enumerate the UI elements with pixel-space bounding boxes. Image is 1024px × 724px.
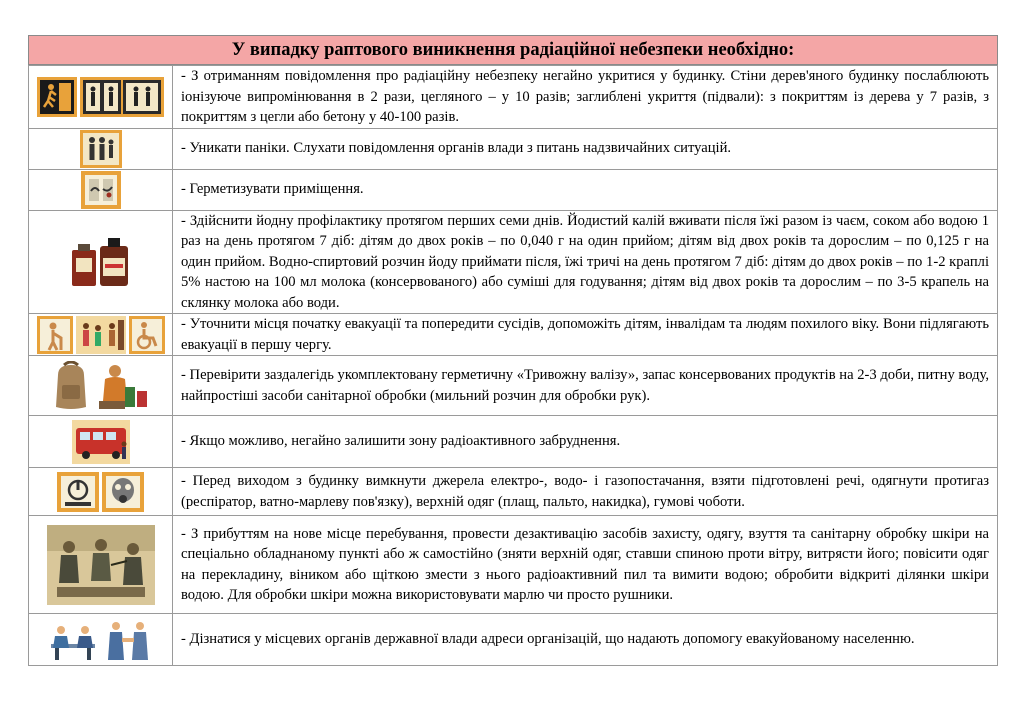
row-text: - Здійснити йодну профілактику протягом перших семи днів. Йодистий калій вживати після їжі разом із чаєм, соком або водою 1 раз на день протягом 7 діб: дітям до двох років – по 0,040 г на один прийом; дітям від двох років та дорослим – по 0,125 г на один прийом. Водно-спиртовий розчин йоду приймати після, їжі тричі на день протягом 7 діб: дітям до двох років – по 1-2 краплі 5% настою на 100 мл молока (консервованого) або суміші для годування; дітям від двох років та дорослим – по 3-5 крапель на склянку молока або води.	[173, 210, 998, 314]
shelter-run-icon	[37, 77, 77, 117]
row-icon-cell	[29, 314, 173, 356]
row-icon-cell	[29, 614, 173, 666]
gas-mask-icon	[102, 472, 144, 512]
row-text: - Перед виходом з будинку вимкнути джерела електро-, водо- і газопостачання, взяти підготовлені речі, одягнути протигаз (респіратор, ватно-марлеву пов'язку), верхній одяг (плащ, пальто, накидка), гумові чоботи.	[173, 468, 998, 516]
row-text: - Уточнити місця початку евакуації та попередити сусідів, допоможіть дітям, інвалідам та людям похилого віку. Вони підлягають евакуації в першу чергу.	[173, 314, 998, 356]
iodine-bottles-icon	[70, 236, 132, 288]
row-icon-cell	[29, 169, 173, 210]
table-row	[29, 128, 998, 169]
table-row	[29, 416, 998, 468]
row-icon-cell	[29, 468, 173, 516]
table-row	[29, 516, 998, 614]
table-row	[29, 314, 998, 356]
table-row	[29, 468, 998, 516]
row-text: - З прибуттям на нове місце перебування, провести дезактивацію засобів захисту, одягу, взуття та санітарну обробку шкіри на спеціально обладнаному пункті або ж самостійно (зняти верхній одяг, ставши спиною проти вітру, витрясти його; повісити одяг на перекладину, віником або щіткою змести з нього радіоактивний пил та вимити водою; обробити відкриті ділянки шкіри водою. Для обробки шкіри можна використовувати марлю чи просто рушники.	[173, 516, 998, 614]
row-icon-cell	[29, 66, 173, 129]
row-text: - Дізнатися у місцевих органів державної влади адреси організацій, що надають допомогу евакуйованому населенню.	[173, 614, 998, 666]
wheelchair-icon	[129, 316, 165, 354]
table-row	[29, 66, 998, 129]
row-icon-cell	[29, 416, 173, 468]
people-listening-icon	[80, 130, 122, 168]
row-text: - З отриманням повідомлення про радіаційну небезпеку негайно укритися у будинку. Стіни дерев'яного будинку послаблюють іонізуюче випромінювання в 2 рази, цегляного – у 10 разів; заглиблені укриття (підвали): з покриттям із дерева у 7 разів, з покриттям з цегли або бетону у 40-100 разів.	[173, 66, 998, 129]
decontamination-scene-icon	[47, 525, 155, 605]
row-text: - Герметизувати приміщення.	[173, 169, 998, 210]
office-meeting-icon	[47, 618, 99, 662]
page-title: У випадку раптового виникнення радіаційної небезпеки необхідно:	[28, 35, 998, 65]
evacuation-bus-icon	[72, 420, 130, 464]
row-icon-cell	[29, 128, 173, 169]
row-icon-cell	[29, 210, 173, 314]
row-icon-cell	[29, 356, 173, 416]
backpack-icon	[50, 361, 92, 411]
neighbors-icon	[76, 316, 126, 354]
table-row	[29, 356, 998, 416]
instruction-sheet	[28, 35, 998, 666]
power-switch-icon	[57, 472, 99, 512]
row-icon-cell	[29, 516, 173, 614]
row-text: - Якщо можливо, негайно залишити зону радіоактивного забруднення.	[173, 416, 998, 468]
elevator-people-icon	[80, 77, 164, 117]
table-row	[29, 614, 998, 666]
row-text: - Перевірити заздалегідь укомплектовану герметичну «Тривожну валізу», запас консервованих продуктів на 2-3 доби, питну воду, найпростіші засоби санітарної обробки (мильний розчин для обробки рук).	[173, 356, 998, 416]
handshake-icon	[102, 618, 154, 662]
table-row	[29, 169, 998, 210]
elderly-icon	[37, 316, 73, 354]
supplies-icon	[95, 361, 151, 411]
instructions-table	[28, 65, 998, 666]
row-text: - Уникати паніки. Слухати повідомлення органів влади з питань надзвичайних ситуацій.	[173, 128, 998, 169]
table-row	[29, 210, 998, 314]
seal-window-icon	[81, 171, 121, 209]
